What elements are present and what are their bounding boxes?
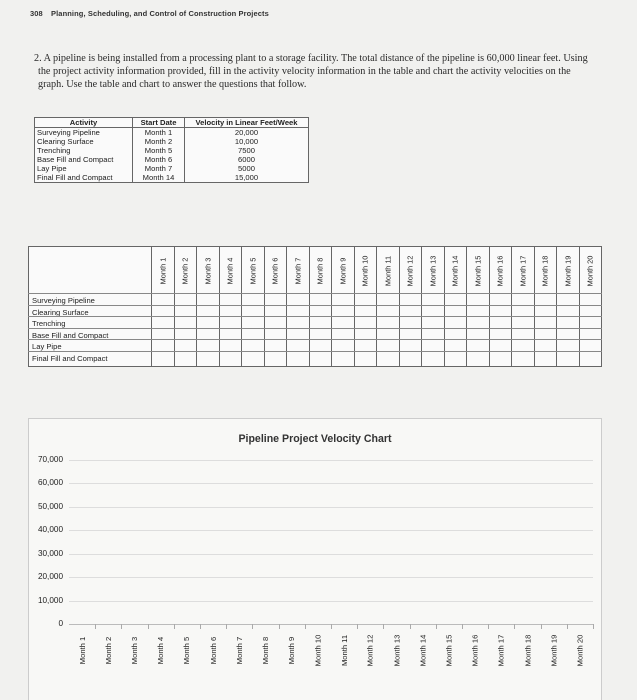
velocity-grid-month-column bbox=[557, 246, 580, 367]
y-tick-label: 30,000 bbox=[37, 548, 63, 558]
x-tick-label: Month 16 bbox=[470, 634, 480, 666]
x-tick-label: Month 2 bbox=[104, 636, 114, 664]
x-tick bbox=[148, 624, 149, 629]
table-row bbox=[35, 146, 309, 155]
velocity: 7500 bbox=[185, 146, 309, 155]
velocity-grid-month-column bbox=[220, 246, 243, 367]
x-tick-label: Month 14 bbox=[418, 634, 428, 666]
x-tick bbox=[305, 624, 306, 629]
x-tick bbox=[462, 624, 463, 629]
x-tick bbox=[252, 624, 253, 629]
gridline bbox=[69, 460, 593, 461]
x-tick-label: Month 11 bbox=[339, 634, 349, 666]
velocity: 20,000 bbox=[185, 128, 309, 138]
chart-title: Pipeline Project Velocity Chart bbox=[238, 433, 392, 445]
velocity-grid-month-label: Month 15 bbox=[473, 255, 483, 287]
problem-statement bbox=[34, 52, 594, 91]
velocity-grid-activity-label: Surveying Pipeline bbox=[32, 296, 95, 305]
velocity-grid-month-column bbox=[287, 246, 310, 367]
start-date: Month 6 bbox=[133, 155, 185, 164]
activity-name: Base Fill and Compact bbox=[35, 155, 133, 164]
gridline bbox=[69, 483, 593, 484]
velocity-grid-row-line bbox=[28, 316, 602, 317]
x-tick bbox=[541, 624, 542, 629]
x-tick-label: Month 5 bbox=[182, 636, 192, 664]
velocity-grid-month-column bbox=[355, 246, 378, 367]
page-number: 308 bbox=[30, 9, 43, 18]
velocity-grid-activity-label: Lay Pipe bbox=[32, 342, 62, 351]
x-tick bbox=[279, 624, 280, 629]
x-tick bbox=[121, 624, 122, 629]
x-tick-label: Month 7 bbox=[235, 636, 245, 664]
gridline bbox=[69, 530, 593, 531]
x-tick bbox=[410, 624, 411, 629]
velocity-grid-row-line bbox=[28, 351, 602, 352]
activity-table bbox=[34, 117, 309, 183]
x-tick-label: Month 13 bbox=[391, 634, 401, 666]
x-tick bbox=[436, 624, 437, 629]
velocity-grid-month-column bbox=[490, 246, 513, 367]
start-date: Month 1 bbox=[133, 128, 185, 138]
gridline bbox=[69, 554, 593, 555]
velocity-grid-month-label: Month 19 bbox=[563, 255, 573, 287]
velocity-grid-month-label: Month 20 bbox=[585, 255, 595, 287]
velocity-chart bbox=[28, 418, 602, 700]
x-tick bbox=[383, 624, 384, 629]
velocity-grid-month-label: Month 17 bbox=[518, 255, 528, 287]
velocity-grid-month-column bbox=[175, 246, 198, 367]
activity-table-header bbox=[35, 118, 309, 128]
x-tick bbox=[593, 624, 594, 629]
activity-name: Final Fill and Compact bbox=[35, 173, 133, 183]
velocity-grid-month-column bbox=[535, 246, 558, 367]
velocity-grid-activity-label: Base Fill and Compact bbox=[32, 330, 109, 340]
x-tick bbox=[357, 624, 358, 629]
running-header bbox=[30, 9, 269, 18]
velocity-grid-month-label: Month 4 bbox=[225, 257, 235, 285]
velocity-grid-month-label: Month 16 bbox=[495, 255, 505, 287]
x-tick-label: Month 8 bbox=[261, 636, 271, 664]
velocity-grid-month-label: Month 13 bbox=[428, 255, 438, 287]
x-tick-label: Month 6 bbox=[208, 636, 218, 664]
velocity: 5000 bbox=[185, 164, 309, 173]
table-row bbox=[35, 155, 309, 164]
start-date: Month 5 bbox=[133, 146, 185, 155]
x-tick bbox=[488, 624, 489, 629]
velocity-grid-month-columns bbox=[152, 246, 602, 367]
x-tick-label: Month 9 bbox=[287, 636, 297, 664]
x-tick bbox=[200, 624, 201, 629]
x-tick-label: Month 18 bbox=[522, 634, 532, 666]
problem-text: A pipeline is being installed from a processing plant to a storage facility. The total distance of the pipeline is 60,000 linear feet. Using the project activity information provided, fill in the activity velocity information in the table and chart the activity velocities on the graph. Use the table and chart to answer the questions that follow. bbox=[38, 53, 588, 90]
velocity-grid-month-column bbox=[310, 246, 333, 367]
col-start-date: Start Date bbox=[133, 118, 185, 128]
gridline bbox=[69, 601, 593, 602]
velocity-grid-month-column bbox=[377, 246, 400, 367]
running-title: Planning, Scheduling, and Control of Construction Projects bbox=[51, 9, 269, 18]
velocity-grid-month-label: Month 18 bbox=[540, 255, 550, 287]
x-tick-label: Month 20 bbox=[575, 634, 585, 666]
velocity-grid-row-line bbox=[28, 293, 602, 294]
table-row bbox=[35, 173, 309, 183]
activity-name: Trenching bbox=[35, 146, 133, 155]
velocity-grid-month-label: Month 7 bbox=[293, 257, 303, 285]
velocity-grid-month-label: Month 10 bbox=[360, 255, 370, 287]
velocity-grid-month-label: Month 5 bbox=[248, 257, 258, 285]
col-activity: Activity bbox=[35, 118, 133, 128]
velocity-grid-month-label: Month 1 bbox=[158, 257, 168, 285]
x-tick bbox=[331, 624, 332, 629]
velocity-grid-month-column bbox=[580, 246, 603, 367]
velocity-grid-month-column bbox=[197, 246, 220, 367]
velocity: 10,000 bbox=[185, 137, 309, 146]
velocity-grid-month-column bbox=[265, 246, 288, 367]
start-date: Month 7 bbox=[133, 164, 185, 173]
x-tick-label: Month 4 bbox=[156, 636, 166, 664]
y-tick-label: 50,000 bbox=[37, 501, 63, 511]
activity-name: Clearing Surface bbox=[35, 137, 133, 146]
gridline bbox=[69, 577, 593, 578]
start-date: Month 14 bbox=[133, 173, 185, 183]
y-tick-label: 60,000 bbox=[37, 478, 63, 487]
problem-number: 2. bbox=[34, 53, 42, 64]
velocity-grid-month-label: Month 8 bbox=[315, 257, 325, 285]
velocity-grid-month-label: Month 3 bbox=[203, 257, 213, 285]
velocity-grid-month-label: Month 12 bbox=[405, 255, 415, 287]
velocity-grid-month-column bbox=[512, 246, 535, 367]
x-tick-label: Month 3 bbox=[130, 636, 140, 664]
activity-name: Lay Pipe bbox=[35, 164, 133, 173]
x-tick bbox=[514, 624, 515, 629]
y-tick-label: 0 bbox=[58, 619, 63, 628]
velocity-grid-month-column bbox=[422, 246, 445, 367]
x-tick bbox=[95, 624, 96, 629]
x-tick-label: Month 15 bbox=[444, 634, 454, 666]
velocity-grid-month-column bbox=[152, 246, 175, 367]
gridline bbox=[69, 507, 593, 508]
y-tick-label: 10,000 bbox=[37, 595, 63, 605]
x-tick-label: Month 19 bbox=[549, 634, 559, 666]
velocity-grid-month-column bbox=[242, 246, 265, 367]
velocity-grid-month-column bbox=[332, 246, 355, 367]
velocity-grid-month-label: Month 9 bbox=[338, 257, 348, 285]
table-row bbox=[35, 137, 309, 146]
x-tick-label: Month 1 bbox=[77, 636, 87, 664]
y-tick-label: 20,000 bbox=[37, 572, 63, 581]
x-tick bbox=[226, 624, 227, 629]
x-tick-label: Month 17 bbox=[496, 634, 506, 666]
x-tick-label: Month 12 bbox=[365, 634, 375, 666]
y-tick-label: 40,000 bbox=[37, 525, 63, 534]
velocity-grid-activity-column bbox=[28, 246, 152, 367]
velocity-grid-month-label: Month 2 bbox=[180, 257, 190, 285]
velocity: 15,000 bbox=[185, 173, 309, 183]
velocity-grid-month-label: Month 6 bbox=[270, 257, 280, 285]
activity-name: Surveying Pipeline bbox=[35, 128, 133, 138]
table-row bbox=[35, 164, 309, 173]
col-velocity: Velocity in Linear Feet/Week bbox=[185, 118, 309, 128]
velocity-grid-month-label: Month 11 bbox=[383, 255, 393, 287]
velocity-grid-row-line bbox=[28, 339, 602, 340]
x-tick bbox=[174, 624, 175, 629]
velocity-grid-activity-label: Final Fill and Compact bbox=[32, 353, 108, 363]
y-tick-label: 70,000 bbox=[37, 454, 63, 464]
table-row bbox=[35, 128, 309, 138]
velocity-grid-activity-label: Trenching bbox=[32, 319, 66, 328]
velocity-grid-activity-label: Clearing Surface bbox=[32, 307, 89, 317]
velocity-grid-month-column bbox=[467, 246, 490, 367]
velocity-grid-month-column bbox=[400, 246, 423, 367]
velocity: 6000 bbox=[185, 155, 309, 164]
x-tick-label: Month 10 bbox=[313, 634, 323, 666]
velocity-grid-month-column bbox=[445, 246, 468, 367]
velocity-grid-row-line bbox=[28, 328, 602, 329]
velocity-grid-month-label: Month 14 bbox=[450, 255, 460, 287]
start-date: Month 2 bbox=[133, 137, 185, 146]
velocity-grid-row-line bbox=[28, 305, 602, 306]
velocity-grid-table bbox=[28, 246, 602, 367]
x-tick bbox=[567, 624, 568, 629]
